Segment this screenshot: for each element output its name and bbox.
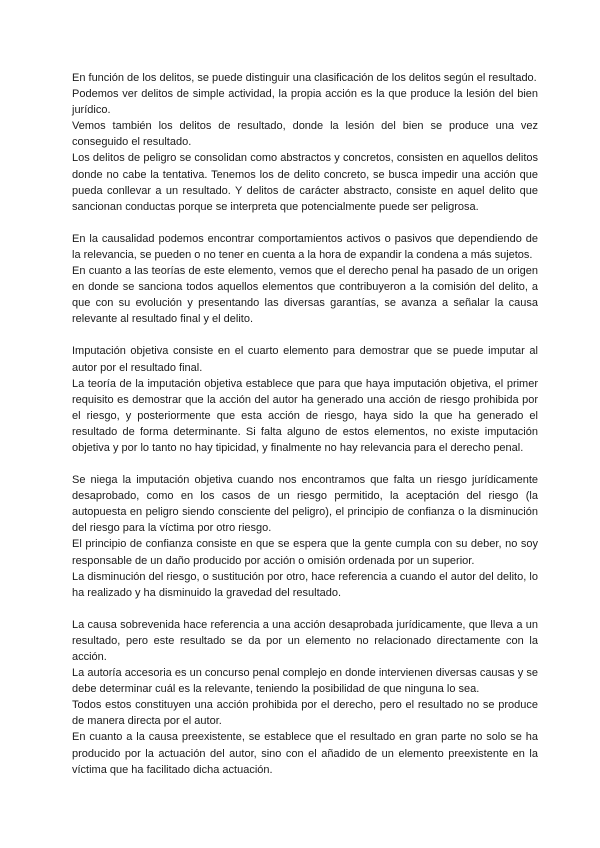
paragraph: La teoría de la imputación objetiva establece que para que haya imputación objetiva, el primer requisito es demostrar que la acción del autor ha generado una acción de riesgo prohibida por el riesgo, y posteriormente que esta acción de riesgo, haya sido la que ha generado el resultado de forma determinante. Si falta alguno de estos elementos, no existe imputación objetiva y por lo tanto no hay tipicidad, y finalmente no hay relevancia para el derecho penal. bbox=[72, 377, 538, 454]
paragraph: El principio de confianza consiste en que se espera que la gente cumpla con su deber, no soy responsable de un daño producido por acción o omisión ordenada por un superior. bbox=[72, 538, 538, 567]
paragraph: La autoría accesoria es un concurso penal complejo en donde intervienen diversas causas y se debe determinar cuál es la relevante, teniendo la posibilidad de que ninguna lo sea. bbox=[72, 667, 538, 696]
section-spacer bbox=[72, 215, 538, 231]
paragraph: La disminución del riesgo, o sustitución por otro, hace referencia a cuando el autor del delito, lo ha realizado y ha disminuido la gravedad del resultado. bbox=[72, 570, 538, 599]
paragraph: En cuanto a las teorías de este elemento, vemos que el derecho penal ha pasado de un origen en donde se sanciona todos aquellos elementos que contribuyeron a la comisión del delito, a que con su evolución y presentando las diversas garantías, se avanza a señalar la causa relevante al resultado final y el delito. bbox=[72, 265, 538, 326]
paragraph: En cuanto a la causa preexistente, se establece que el resultado en gran parte no solo se ha producido por la actuación del autor, sino con el añadido de un elemento preexistente en la víctima que ha facilitado dicha actuación. bbox=[72, 731, 538, 776]
paragraph: La causa sobrevenida hace referencia a una acción desaprobada jurídicamente, que lleva a un resultado, pero este resultado se da por un elemento no relacionado directamente con la acción. bbox=[72, 618, 538, 663]
section-spacer bbox=[72, 456, 538, 472]
paragraph: Todos estos constituyen una acción prohibida por el derecho, pero el resultado no se produce de manera directa por el autor. bbox=[72, 699, 538, 728]
paragraph: Se niega la imputación objetiva cuando nos encontramos que falta un riesgo jurídicamente desaprobado, como en los casos de un riesgo permitido, la aceptación del riesgo (la autopuesta en peligro siendo consciente del peligro), el principio de confianza o la disminución del riesgo para la víctima por otro riesgo. bbox=[72, 474, 538, 535]
document-page bbox=[72, 70, 538, 778]
section-spacer bbox=[72, 327, 538, 343]
paragraph: Podemos ver delitos de simple actividad, la propia acción es la que produce la lesión del bien jurídico. bbox=[72, 88, 538, 117]
section-spacer bbox=[72, 601, 538, 617]
paragraph: Vemos también los delitos de resultado, donde la lesión del bien se produce una vez conseguido el resultado. bbox=[72, 120, 538, 149]
paragraph: Los delitos de peligro se consolidan como abstractos y concretos, consisten en aquellos delitos donde no cabe la tentativa. Tenemos los de delito concreto, se busca impedir una acción que pueda conllevar a un resultado. Y delitos de carácter abstracto, consiste en aquel delito que sancionan conductas porque se interpreta que potencialmente puede ser peligrosa. bbox=[72, 152, 538, 213]
paragraph: Imputación objetiva consiste en el cuarto elemento para demostrar que se puede imputar al autor por el resultado final. bbox=[72, 345, 538, 374]
paragraph: En la causalidad podemos encontrar comportamientos activos o pasivos que dependiendo de la relevancia, se pueden o no tener en cuenta a la hora de expandir la condena a más sujetos. bbox=[72, 232, 538, 261]
paragraph: En función de los delitos, se puede distinguir una clasificación de los delitos según el resultado. bbox=[72, 72, 537, 84]
